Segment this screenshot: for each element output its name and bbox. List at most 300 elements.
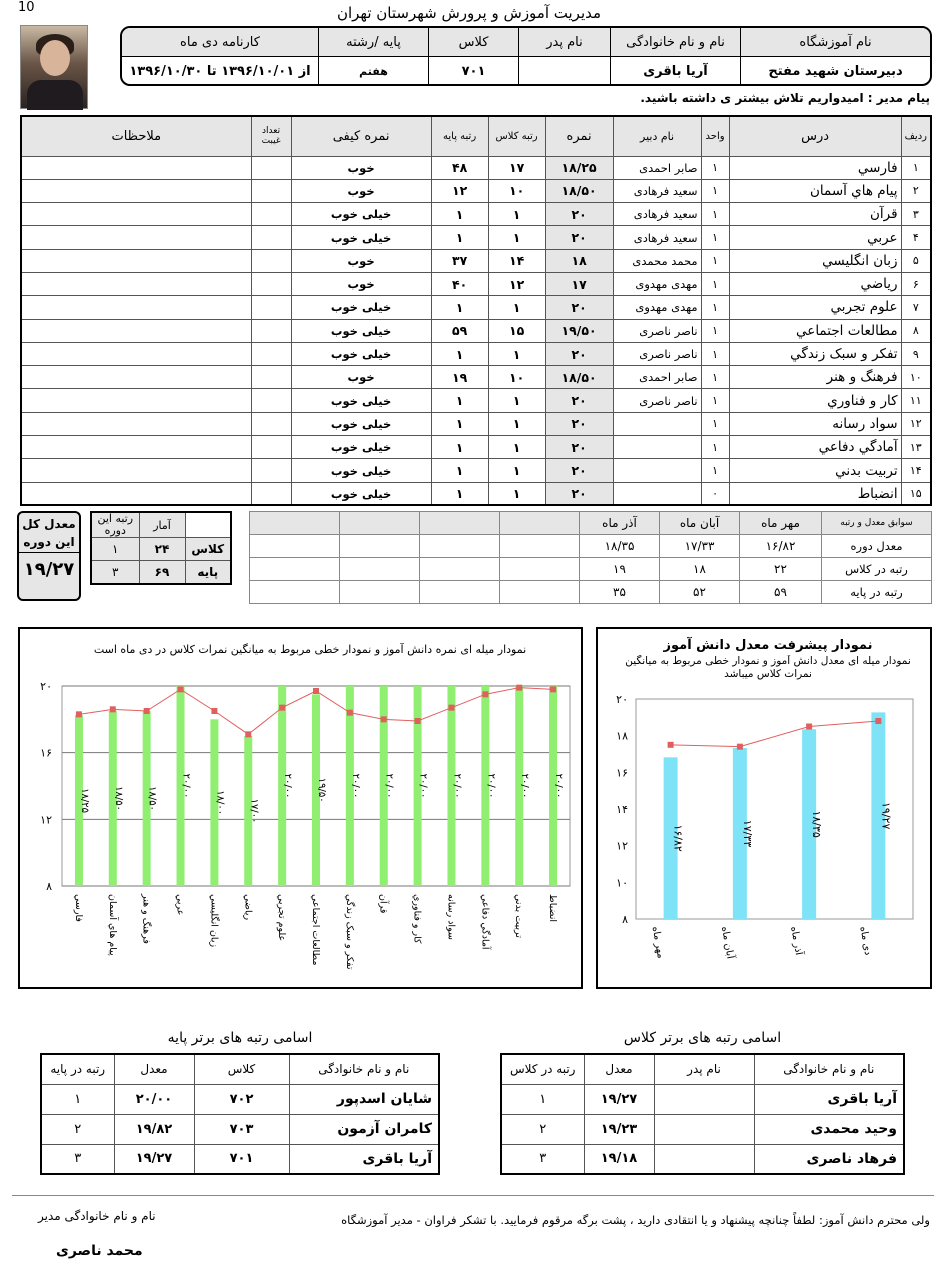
class-rank: ۱: [488, 342, 545, 365]
history-row: [250, 581, 932, 604]
rank-position: ۳: [41, 1144, 114, 1174]
notes: [21, 226, 251, 249]
subject-unit: ۱: [701, 389, 729, 412]
grade-rank: ۱: [431, 296, 488, 319]
top-grade-h-name: نام و نام خانوادگی: [289, 1054, 439, 1084]
absence: [251, 203, 291, 226]
class-rank: ۱۰: [488, 179, 545, 202]
subject-score: ۱۷: [545, 272, 613, 295]
bar-value-label: ۲۰/۰۰: [519, 773, 531, 799]
subject-name: تفکر و سبک زندگي: [729, 342, 901, 365]
grade-row: [21, 249, 931, 272]
notes: [21, 203, 251, 226]
x-category-label: انضباط: [547, 894, 559, 923]
rank-average: ۱۹/۲۷: [584, 1084, 654, 1114]
history-value: ۱۹: [580, 558, 660, 581]
header-label-class: کلاس: [428, 28, 518, 56]
y-tick-label: ۲۰: [40, 680, 52, 693]
col-absence: تعداد غیبت: [251, 116, 291, 156]
rank-position: ۲: [41, 1114, 114, 1144]
bar-value-label: ۱۹/۲۷: [879, 802, 893, 830]
grade-rank: ۴۸: [431, 156, 488, 179]
teacher-name: سعید فرهادی: [613, 203, 701, 226]
class-average-point: [550, 686, 556, 692]
bar-value-label: ۲۰/۰۰: [349, 773, 361, 799]
bar-value-label: ۱۶/۸۲: [671, 824, 685, 852]
teacher-name: [613, 412, 701, 435]
class-average-point: [737, 744, 743, 750]
history-table: [249, 511, 932, 604]
teacher-name: محمد محمدی: [613, 249, 701, 272]
grade-rank: ۱۹: [431, 366, 488, 389]
x-category-label: سواد رسانه: [445, 894, 457, 940]
bar-value-label: ۱۸/۰۰: [214, 790, 226, 816]
grade-rank: ۱۲: [431, 179, 488, 202]
y-tick-label: ۱۸: [616, 729, 628, 743]
student-photo: [20, 25, 88, 109]
subject-name: فرهنگ و هنر: [729, 366, 901, 389]
subject-score: ۱۸/۵۰: [545, 179, 613, 202]
overall-average-value: ۱۹/۲۷: [23, 559, 75, 580]
footer-divider: [12, 1195, 934, 1196]
rank-col2: [654, 1084, 754, 1114]
bar-value-label: ۱۸/۵۰: [146, 786, 158, 811]
teacher-name: مهدی مهدوی: [613, 296, 701, 319]
top-class-h-avg: معدل: [584, 1054, 654, 1084]
notes: [21, 319, 251, 342]
bar-value-label: ۲۰/۰۰: [553, 773, 565, 799]
notes: [21, 436, 251, 459]
subject-chart: [20, 629, 581, 987]
header-label-report: کارنامه دی ماه: [180, 34, 260, 50]
rank-name: شایان اسدپور: [289, 1084, 439, 1114]
rank-average: ۱۹/۱۸: [584, 1144, 654, 1174]
col-notes: ملاحظات: [21, 116, 251, 156]
teacher-name: [613, 436, 701, 459]
rank-average: ۱۹/۸۲: [114, 1114, 194, 1144]
class-stats-table: [90, 511, 232, 585]
subject-score: ۲۰: [545, 459, 613, 482]
manager-message: پیام مدیر : امیدواریم تلاش بیشتر ی داشته باشید.: [640, 91, 930, 105]
x-category-label: تفکر و سبک زندگي: [343, 894, 355, 970]
row-number: ۱۴: [901, 459, 931, 482]
subject-unit: ۰: [701, 482, 729, 505]
stats-header-rank: رتبه این دوره: [91, 512, 139, 538]
x-category-label: رياضي: [242, 894, 254, 921]
bar-value-label: ۱۷/۳۳: [740, 819, 754, 848]
bar-value-label: ۲۰/۰۰: [451, 773, 463, 799]
header-label-father: نام پدر: [518, 28, 610, 56]
history-row: [250, 535, 932, 558]
class-average-point: [76, 711, 82, 717]
class-rank: ۱۰: [488, 366, 545, 389]
class-rank: ۱۵: [488, 319, 545, 342]
subject-score: ۲۰: [545, 389, 613, 412]
rank-position: ۱: [41, 1084, 114, 1114]
quality-score: خوب: [291, 366, 431, 389]
class-average-point: [482, 691, 488, 697]
progress-chart: [598, 629, 930, 987]
y-tick-label: ۱۰: [616, 876, 628, 890]
subject-unit: ۱: [701, 412, 729, 435]
bar-value-label: ۲۰/۰۰: [485, 773, 497, 799]
class-average-point: [806, 724, 812, 730]
subject-unit: ۱: [701, 459, 729, 482]
col-subject: درس: [729, 116, 901, 156]
top-rank-row: [501, 1144, 904, 1174]
class-average-point: [668, 742, 674, 748]
history-value: ۱۸/۳۵: [580, 535, 660, 558]
row-number: ۱۲: [901, 412, 931, 435]
subject-chart-frame: [18, 627, 583, 989]
top-grade-h-avg: معدل: [114, 1054, 194, 1084]
history-row-label: معدل دوره: [822, 535, 932, 558]
class-rank: ۱: [488, 296, 545, 319]
history-value: ۱۷/۳۳: [660, 535, 740, 558]
grade-rank: ۴۰: [431, 272, 488, 295]
quality-score: خیلی خوب: [291, 389, 431, 412]
notes: [21, 249, 251, 272]
absence: [251, 412, 291, 435]
manager-label: نام و نام خانوادگی مدیر: [38, 1209, 156, 1223]
rank-name: فرهاد ناصری: [754, 1144, 904, 1174]
rank-name: وحید محمدی: [754, 1114, 904, 1144]
class-rank: ۱: [488, 459, 545, 482]
col-row: ردیف: [901, 116, 931, 156]
class-average-point: [448, 705, 454, 711]
rank-col2: ۷۰۲: [194, 1084, 289, 1114]
top-class-h-name: نام و نام خانوادگی: [754, 1054, 904, 1084]
quality-score: خیلی خوب: [291, 203, 431, 226]
history-value: ۱۸: [660, 558, 740, 581]
history-value: ۵۲: [660, 581, 740, 604]
grade-rank: ۱: [431, 203, 488, 226]
notes: [21, 459, 251, 482]
y-tick-label: ۱۶: [40, 746, 52, 760]
notes: [21, 272, 251, 295]
row-number: ۱۵: [901, 482, 931, 505]
subject-unit: ۱: [701, 156, 729, 179]
absence: [251, 179, 291, 202]
subject-score: ۲۰: [545, 342, 613, 365]
class-average-point: [144, 708, 150, 714]
subject-unit: ۱: [701, 296, 729, 319]
absence: [251, 156, 291, 179]
header-father: [518, 57, 610, 86]
history-value: ۱۶/۸۲: [740, 535, 822, 558]
row-number: ۱۳: [901, 436, 931, 459]
class-average-point: [347, 710, 353, 716]
quality-score: خیلی خوب: [291, 459, 431, 482]
notes: [21, 412, 251, 435]
subject-unit: ۱: [701, 203, 729, 226]
row-number: ۹: [901, 342, 931, 365]
grade-row: [21, 412, 931, 435]
grade-row: [21, 366, 931, 389]
bar-value-label: ۱۹/۵۰: [316, 777, 327, 803]
grade-row: [21, 156, 931, 179]
grade-row: [21, 296, 931, 319]
grades-table: [20, 115, 932, 506]
rank-col2: [654, 1114, 754, 1144]
rank-position: ۳: [501, 1144, 584, 1174]
subject-unit: ۱: [701, 226, 729, 249]
grade-row: [21, 203, 931, 226]
top-rank-row: [501, 1114, 904, 1144]
col-class-rank: رتبه کلاس: [488, 116, 545, 156]
col-teacher: نام دبیر: [613, 116, 701, 156]
stats-grade-count: ۶۹: [139, 561, 185, 584]
notes: [21, 156, 251, 179]
stats-grade-rank: ۳: [91, 561, 139, 584]
top-grade-h-class: کلاس: [194, 1054, 289, 1084]
subject-unit: ۱: [701, 272, 729, 295]
class-average-point: [211, 708, 217, 714]
absence: [251, 459, 291, 482]
quality-score: خیلی خوب: [291, 296, 431, 319]
quality-score: خیلی خوب: [291, 482, 431, 505]
x-category-label: مطالعات اجتماعي: [310, 894, 321, 966]
class-rank: ۱: [488, 203, 545, 226]
progress-chart-frame: [596, 627, 932, 989]
quality-score: خوب: [291, 249, 431, 272]
rank-average: ۱۹/۲۳: [584, 1114, 654, 1144]
x-category-label: پيام هاي آسمان: [106, 894, 118, 956]
stats-header-count: آمار: [139, 512, 185, 538]
absence: [251, 482, 291, 505]
header-class: ۷۰۱: [428, 57, 518, 86]
notes: [21, 342, 251, 365]
rank-average: ۱۹/۲۷: [114, 1144, 194, 1174]
subject-name: عربي: [729, 226, 901, 249]
row-number: ۶: [901, 272, 931, 295]
col-quality: نمره کیفی: [291, 116, 431, 156]
absence: [251, 436, 291, 459]
y-tick-label: ۱۲: [616, 839, 628, 853]
top-grade-h-rank: رتبه در پایه: [41, 1054, 114, 1084]
grade-row: [21, 272, 931, 295]
class-average-point: [516, 685, 522, 691]
history-month-1: مهر ماه: [740, 512, 822, 535]
bar-value-label: ۲۰/۰۰: [180, 773, 192, 799]
x-category-label: فارسي: [72, 894, 84, 922]
grade-rank: ۱: [431, 412, 488, 435]
rank-position: ۲: [501, 1114, 584, 1144]
x-category-label: آمادگي دفاعي: [479, 894, 491, 950]
class-average-point: [875, 718, 881, 724]
subject-name: پيام هاي آسمان: [729, 179, 901, 202]
bar-value-label: ۲۰/۰۰: [417, 773, 429, 799]
x-category-label: مهر ماه: [649, 925, 667, 960]
header-student-name: آریا باقری: [610, 57, 740, 86]
subject-unit: ۱: [701, 249, 729, 272]
rank-name: آریا باقری: [754, 1084, 904, 1114]
quality-score: خیلی خوب: [291, 226, 431, 249]
history-header-label: سوابق معدل و رتبه: [822, 512, 932, 535]
x-category-label: آبان ماه: [718, 925, 736, 960]
header-label-grade: پایه /رشته: [318, 28, 428, 56]
row-number: ۳: [901, 203, 931, 226]
notes: [21, 389, 251, 412]
class-average-point: [245, 731, 251, 737]
subject-name: علوم تجربي: [729, 296, 901, 319]
rank-name: کامران آزمون: [289, 1114, 439, 1144]
teacher-name: سعید فرهادی: [613, 226, 701, 249]
subject-name: تربيت بدني: [729, 459, 901, 482]
overall-label-1: معدل کل: [22, 517, 76, 531]
grade-row: [21, 342, 931, 365]
subject-score: ۱۸: [545, 249, 613, 272]
absence: [251, 319, 291, 342]
y-tick-label: ۲۰: [616, 693, 628, 706]
header-grade: هفتم: [318, 57, 428, 86]
teacher-name: صابر احمدی: [613, 366, 701, 389]
subject-score: ۲۰: [545, 226, 613, 249]
row-number: ۵: [901, 249, 931, 272]
subject-chart-title: نمودار میله ای نمره دانش آموز و نمودار خطی مربوط به میانگین نمرات کلاس در دی ماه است: [93, 643, 527, 656]
header-label-name: نام و نام خانوادگی: [610, 28, 740, 56]
class-average-point: [110, 706, 116, 712]
row-number: ۱۰: [901, 366, 931, 389]
quality-score: خیلی خوب: [291, 436, 431, 459]
footer-note: ولی محترم دانش آموز: لطفاً چنانچه پیشنهاد و یا انتقادی دارید ، پشت برگه مرقوم فرمایید. با تشکر فراوان - مدیر آموزشگاه: [341, 1213, 930, 1227]
subject-score: ۲۰: [545, 296, 613, 319]
grade-rank: ۱: [431, 482, 488, 505]
x-category-label: قرآن: [377, 894, 389, 914]
subject-score: ۲۰: [545, 203, 613, 226]
top-class-title: اسامی رتبه های برتر کلاس: [623, 1030, 782, 1046]
y-tick-label: ۱۶: [616, 766, 628, 780]
x-category-label: آذر ماه: [788, 925, 805, 956]
rank-average: ۲۰/۰۰: [114, 1084, 194, 1114]
bar-value-label: ۱۸/۲۵: [78, 788, 90, 814]
subject-unit: ۱: [701, 366, 729, 389]
overall-average-box: [17, 511, 81, 601]
header-period: از ۱۳۹۶/۱۰/۰۱ تا ۱۳۹۶/۱۰/۳۰: [129, 64, 311, 79]
grade-row: [21, 482, 931, 505]
y-tick-label: ۱۴: [616, 803, 628, 816]
subject-score: ۲۰: [545, 482, 613, 505]
grade-rank: ۱: [431, 389, 488, 412]
bar-value-label: ۲۰/۰۰: [383, 773, 395, 799]
class-rank: ۱: [488, 412, 545, 435]
grade-row: [21, 179, 931, 202]
rank-col2: ۷۰۱: [194, 1144, 289, 1174]
teacher-name: مهدی مهدوی: [613, 272, 701, 295]
absence: [251, 249, 291, 272]
y-tick-label: ۸: [622, 913, 628, 926]
absence: [251, 366, 291, 389]
class-average-point: [313, 688, 319, 694]
subject-name: مطالعات اجتماعي: [729, 319, 901, 342]
grade-rank: ۱: [431, 459, 488, 482]
absence: [251, 226, 291, 249]
bar-value-label: ۱۷/۰۰: [248, 798, 260, 824]
subject-name: کار و فناوري: [729, 389, 901, 412]
y-tick-label: ۸: [46, 880, 52, 893]
col-score: نمره: [545, 116, 613, 156]
bar-value-label: ۱۸/۳۵: [810, 810, 824, 838]
rank-col2: ۷۰۳: [194, 1114, 289, 1144]
subject-name: قرآن: [729, 203, 901, 226]
top-grade-title: اسامی رتبه های برتر پایه: [167, 1030, 313, 1046]
quality-score: خیلی خوب: [291, 319, 431, 342]
subject-name: انضباط: [729, 482, 901, 505]
x-category-label: فرهنگ و هنر: [140, 894, 152, 944]
teacher-name: ناصر ناصری: [613, 319, 701, 342]
grade-row: [21, 319, 931, 342]
teacher-name: صابر احمدی: [613, 156, 701, 179]
class-rank: ۱: [488, 226, 545, 249]
quality-score: خیلی خوب: [291, 412, 431, 435]
x-category-label: دی ماه: [857, 925, 874, 957]
class-rank: ۱: [488, 436, 545, 459]
notes: [21, 366, 251, 389]
top-rank-row: [41, 1084, 439, 1114]
x-category-label: علوم تجربي: [276, 894, 288, 942]
absence: [251, 389, 291, 412]
rank-position: ۱: [501, 1084, 584, 1114]
grade-rank: ۱: [431, 226, 488, 249]
subject-name: آمادگي دفاعي: [729, 436, 901, 459]
grade-row: [21, 459, 931, 482]
teacher-name: ناصر ناصری: [613, 342, 701, 365]
org-title: مدیریت آموزش و پرورش شهرستان تهران: [336, 4, 602, 22]
class-average-point: [381, 716, 387, 722]
teacher-name: ناصر ناصری: [613, 389, 701, 412]
top-grade-table: [40, 1053, 440, 1175]
subject-score: ۲۰: [545, 436, 613, 459]
notes: [21, 482, 251, 505]
bar-value-label: ۲۰/۰۰: [282, 773, 294, 799]
history-row: [250, 558, 932, 581]
teacher-name: سعید فرهادی: [613, 179, 701, 202]
manager-name: محمد ناصری: [56, 1243, 143, 1259]
class-average-point: [279, 705, 285, 711]
grade-rank: ۳۷: [431, 249, 488, 272]
grade-row: [21, 226, 931, 249]
subject-unit: ۱: [701, 179, 729, 202]
rank-col2: [654, 1144, 754, 1174]
quality-score: خوب: [291, 272, 431, 295]
subject-unit: ۱: [701, 319, 729, 342]
stats-class-label: کلاس: [185, 538, 231, 561]
subject-unit: ۱: [701, 436, 729, 459]
row-number: ۷: [901, 296, 931, 319]
absence: [251, 272, 291, 295]
quality-score: خوب: [291, 156, 431, 179]
header-school: دبیرستان شهید مفتح: [740, 57, 930, 86]
y-tick-label: ۱۲: [40, 813, 52, 827]
progress-chart-title: نمودار پیشرفت معدل دانش آموز: [663, 638, 873, 653]
history-value: ۲۲: [740, 558, 822, 581]
x-category-label: تربيت بدني: [513, 894, 525, 938]
top-class-h-father: نام پدر: [654, 1054, 754, 1084]
top-rank-row: [41, 1114, 439, 1144]
progress-chart-subtitle: نمودار میله ای معدل دانش آموز و نمودار خطی مربوط به میانگین نمرات کلاس میباشد: [625, 655, 911, 681]
overall-label-2: این دوره: [19, 535, 79, 553]
quality-score: خیلی خوب: [291, 342, 431, 365]
row-number: ۱: [901, 156, 931, 179]
page-number: 10: [18, 0, 35, 15]
absence: [251, 342, 291, 365]
history-month-3: آذر ماه: [580, 512, 660, 535]
x-category-label: عربي: [174, 894, 186, 916]
history-value: ۵۹: [740, 581, 822, 604]
class-rank: ۱۷: [488, 156, 545, 179]
stats-class-count: ۲۴: [139, 538, 185, 561]
rank-name: آریا باقری: [289, 1144, 439, 1174]
